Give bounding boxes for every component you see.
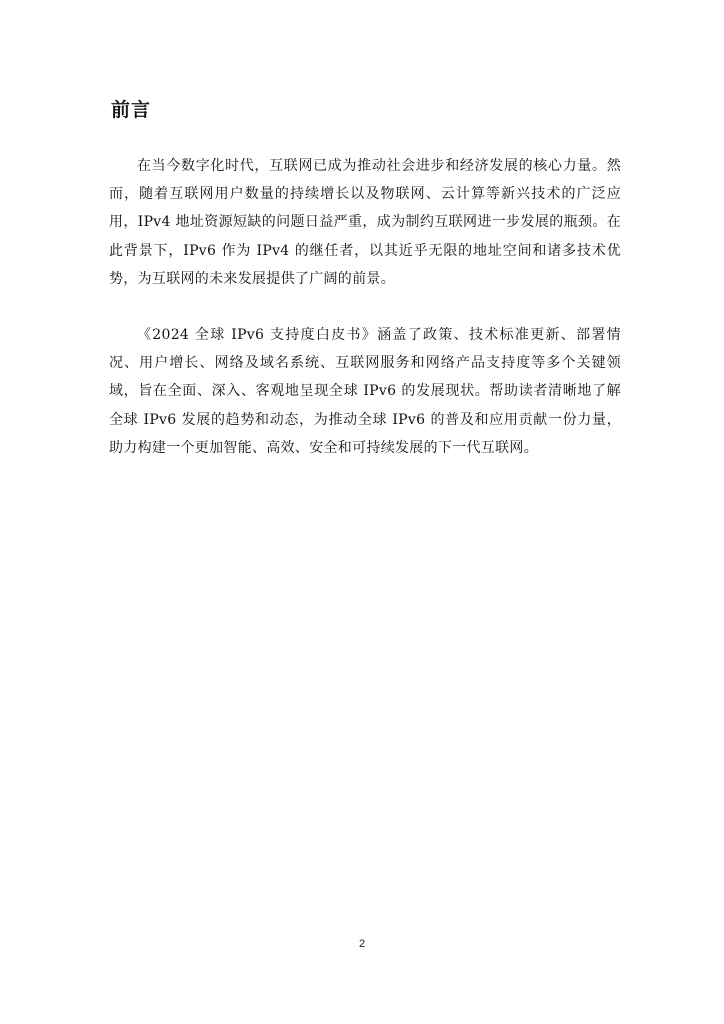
page-number: 2 (358, 938, 366, 950)
paragraph-intro: 在当今数字化时代，互联网已成为推动社会进步和经济发展的核心力量。然而，随着互联网用户数量的持续增长以及物联网、云计算等新兴技术的广泛应用，IPv4 地址资源短缺的问题日益严重，成为制约互联网进一步发展的瓶颈。在此背景下，IPv6 作为 IPv4 的继任者，以其近乎无限的地址空间和诸多技术优势，为互联网的未来发展提供了广阔的前景。 (109, 158, 621, 287)
paragraph-scope: 《2024 全球 IPv6 支持度白皮书》涵盖了政策、技术标准更新、部署情况、用户增长、网络及域名系统、互联网服务和网络产品支持度等多个关键领域，旨在全面、深入、客观地呈现全球 IPv6 的发展现状。帮助读者清晰地了解全球 IPv6 发展的趋势和动态，为推动全球 IPv6 的普及和应用贡献一份力量，助力构建一个更加智能、高效、安全和可持续发展的下一代互联网。 (109, 327, 621, 456)
section-heading: 前言 (111, 99, 152, 121)
